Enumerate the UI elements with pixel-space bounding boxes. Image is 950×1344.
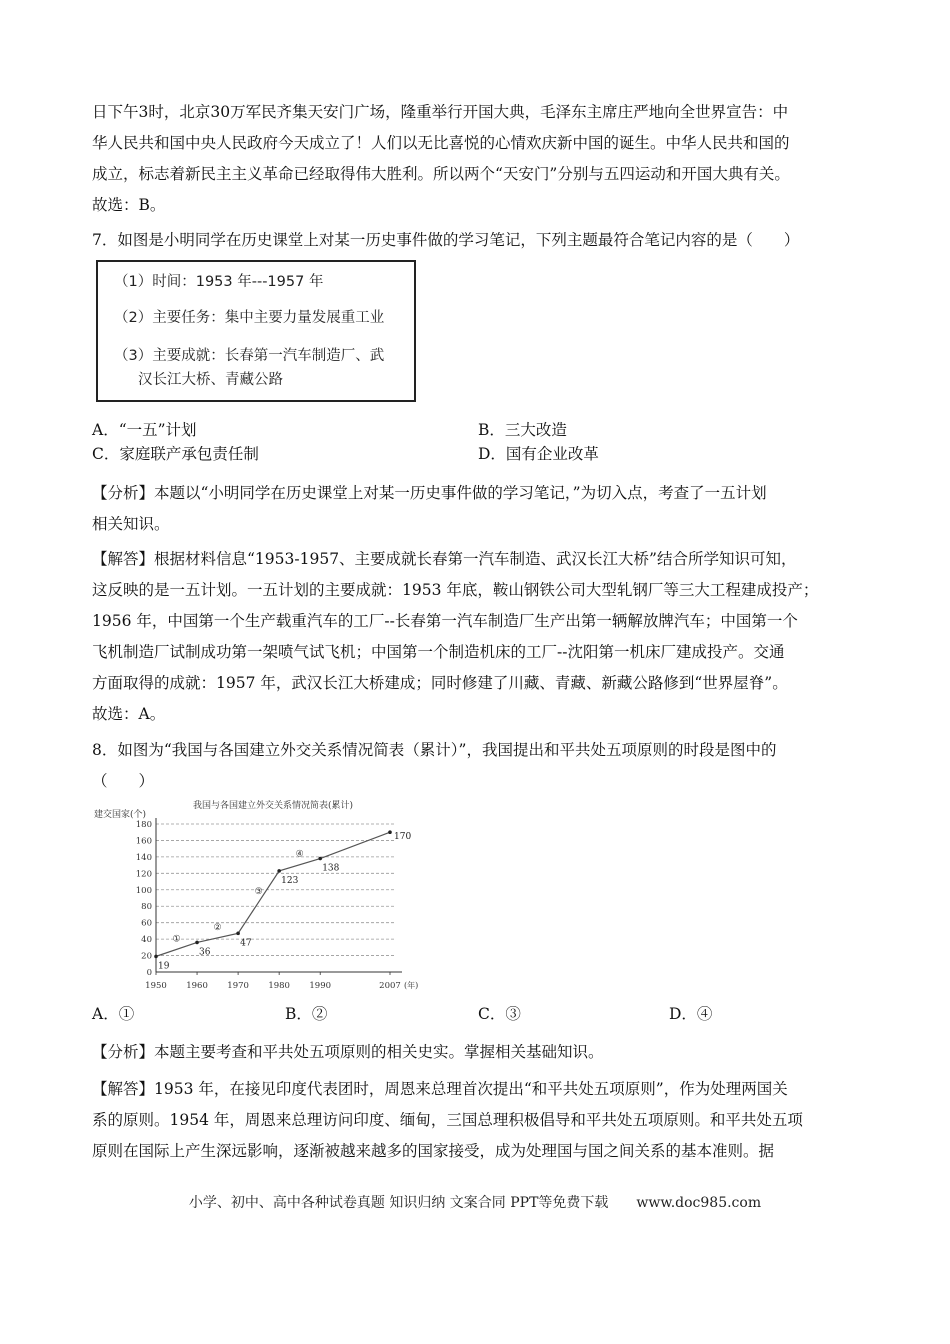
note-line-3: （3）主要成就：长春第一汽车制造厂、武 <box>114 348 385 364</box>
page-footer: 小学、初中、高中各种试卷真题 知识归纳 文案合同 PPT等免费下载 www.doc985.com <box>188 1195 762 1211</box>
y-tick-label: 20 <box>141 951 152 962</box>
y-tick-label: 40 <box>141 935 152 946</box>
note-line-1: （1）时间：1953 年---1957 年 <box>114 274 324 290</box>
q7-option-c: C．家庭联产承包责任制 <box>92 445 259 463</box>
y-tick-label: 140 <box>135 852 152 863</box>
text-line: 系的原则。1954 年，周恩来总理访问印度、缅甸，三国总理积极倡导和平共处五项原则。和平共处五项 <box>92 1111 803 1129</box>
y-tick-label: 0 <box>146 968 152 978</box>
q8-analysis <box>92 1037 872 1068</box>
y-tick-label: 160 <box>135 836 152 847</box>
q7-stem-text: 7．如图是小明同学在历史课堂上对某一历史事件做的学习笔记，下列主题最符合笔记内容的是（ ） <box>92 231 800 249</box>
chart-title: 我国与各国建立外交关系情况简表(累计) <box>192 801 354 811</box>
data-point <box>318 857 322 861</box>
segment-marker: ① <box>172 934 181 945</box>
y-tick-label: 100 <box>135 885 152 896</box>
x-tick-label: 1980 <box>268 981 290 991</box>
data-label: 19 <box>158 961 170 972</box>
data-point <box>277 869 281 873</box>
text-line: 【分析】本题主要考查和平共处五项原则的相关史实。掌握相关基础知识。 <box>92 1043 604 1061</box>
y-tick-label: 80 <box>141 902 152 913</box>
x-axis-label: (年) <box>404 981 419 990</box>
data-label: 123 <box>281 875 299 886</box>
data-point <box>195 941 199 945</box>
x-tick-label: 1950 <box>145 981 167 991</box>
text-line: 这反映的是一五计划。一五计划的主要成就：1953 年底，鞍山钢铁公司大型轧钢厂等三大工程建成投产； <box>92 581 819 599</box>
segment-marker: ④ <box>295 849 304 860</box>
text-line: 1956 年，中国第一个生产载重汽车的工厂--长春第一汽车制造厂生产出第一辆解放牌汽车；中国第一个 <box>92 612 798 630</box>
text-line: 飞机制造厂试制成功第一架喷气试飞机；中国第一个制造机床的工厂--沈阳第一机床厂建成投产。交通 <box>92 643 785 661</box>
q8-answer <box>92 1074 872 1167</box>
text-line: 【解答】1953 年，在接见印度代表团时，周恩来总理首次提出“和平共处五项原则”，作为处理两国关 <box>92 1080 788 1098</box>
text-line: 【解答】根据材料信息“1953-1957、主要成就长春第一汽车制造、武汉长江大桥”结合所学知识可知， <box>92 550 797 568</box>
text-line: 原则在国际上产生深远影响，逐渐被越来越多的国家接受，成为处理国与国之间关系的基本准则。据 <box>92 1142 775 1160</box>
q7-stem <box>92 225 872 256</box>
q8-option-a: A．① <box>92 1005 135 1023</box>
data-point <box>388 830 392 834</box>
text-line: 相关知识。 <box>92 515 170 533</box>
segment-marker: ② <box>213 922 222 933</box>
top-paragraph <box>92 97 872 221</box>
y-tick-label: 180 <box>135 820 152 830</box>
data-point <box>236 932 240 936</box>
diplomatic-relations-chart <box>92 796 432 1000</box>
text-line: 华人民共和国中央人民政府今天成立了！人们以无比喜悦的心情欢庆新中国的诞生。中华人民共和国的 <box>92 134 790 152</box>
q8-option-c: C．③ <box>478 1005 521 1023</box>
q7-option-b: B．三大改造 <box>478 421 567 439</box>
text-line: 故选：A。 <box>92 705 166 723</box>
text-line: 日下午3时，北京30万军民齐集天安门广场，隆重举行开国大典，毛泽东主席庄严地向全世界宣告：中 <box>92 103 789 121</box>
x-tick-label: 1970 <box>227 981 249 991</box>
x-tick-label: 1990 <box>309 981 332 991</box>
data-label: 170 <box>394 832 412 843</box>
text-line: 【分析】本题以“小明同学在历史课堂上对某一历史事件做的学习笔记，”为切入点，考查了一五计划 <box>92 484 767 502</box>
data-label: 138 <box>322 863 340 874</box>
text-line: 成立，标志着新民主主义革命已经取得伟大胜利。所以两个“天安门”分别与五四运动和开国大典有关。 <box>92 165 790 183</box>
text-line: 8．如图为“我国与各国建立外交关系情况简表（累计）”，我国提出和平共处五项原则的时段是图中的 <box>92 741 777 759</box>
note-line-4: 汉长江大桥、青藏公路 <box>138 372 283 388</box>
q7-option-d: D．国有企业改革 <box>478 445 599 463</box>
series-line <box>156 832 390 956</box>
q7-option-a: A．“一五”计划 <box>92 421 197 439</box>
segment-marker: ③ <box>254 887 263 898</box>
q8-option-d: D．④ <box>669 1005 713 1023</box>
q8-stem <box>92 735 872 797</box>
text-line: 方面取得的成就：1957 年，武汉长江大桥建成；同时修建了川藏、青藏、新藏公路修到“世界屋脊”。 <box>92 674 788 692</box>
x-tick-label: 2007 <box>379 981 401 991</box>
q7-analysis <box>92 478 872 540</box>
note-line-2: （2）主要任务：集中主要力量发展重工业 <box>114 310 385 326</box>
q8-option-b: B．② <box>285 1005 328 1023</box>
q7-answer <box>92 544 872 730</box>
text-line: 故选：B。 <box>92 196 166 214</box>
text-line: （ ） <box>92 772 155 790</box>
data-point <box>154 955 158 959</box>
data-label: 47 <box>240 938 252 949</box>
y-axis-label: 建交国家(个) <box>94 810 147 820</box>
data-label: 36 <box>199 947 211 958</box>
y-tick-label: 60 <box>141 918 152 929</box>
y-tick-label: 120 <box>135 869 152 880</box>
study-note-image <box>96 260 416 402</box>
x-tick-label: 1960 <box>186 981 208 991</box>
